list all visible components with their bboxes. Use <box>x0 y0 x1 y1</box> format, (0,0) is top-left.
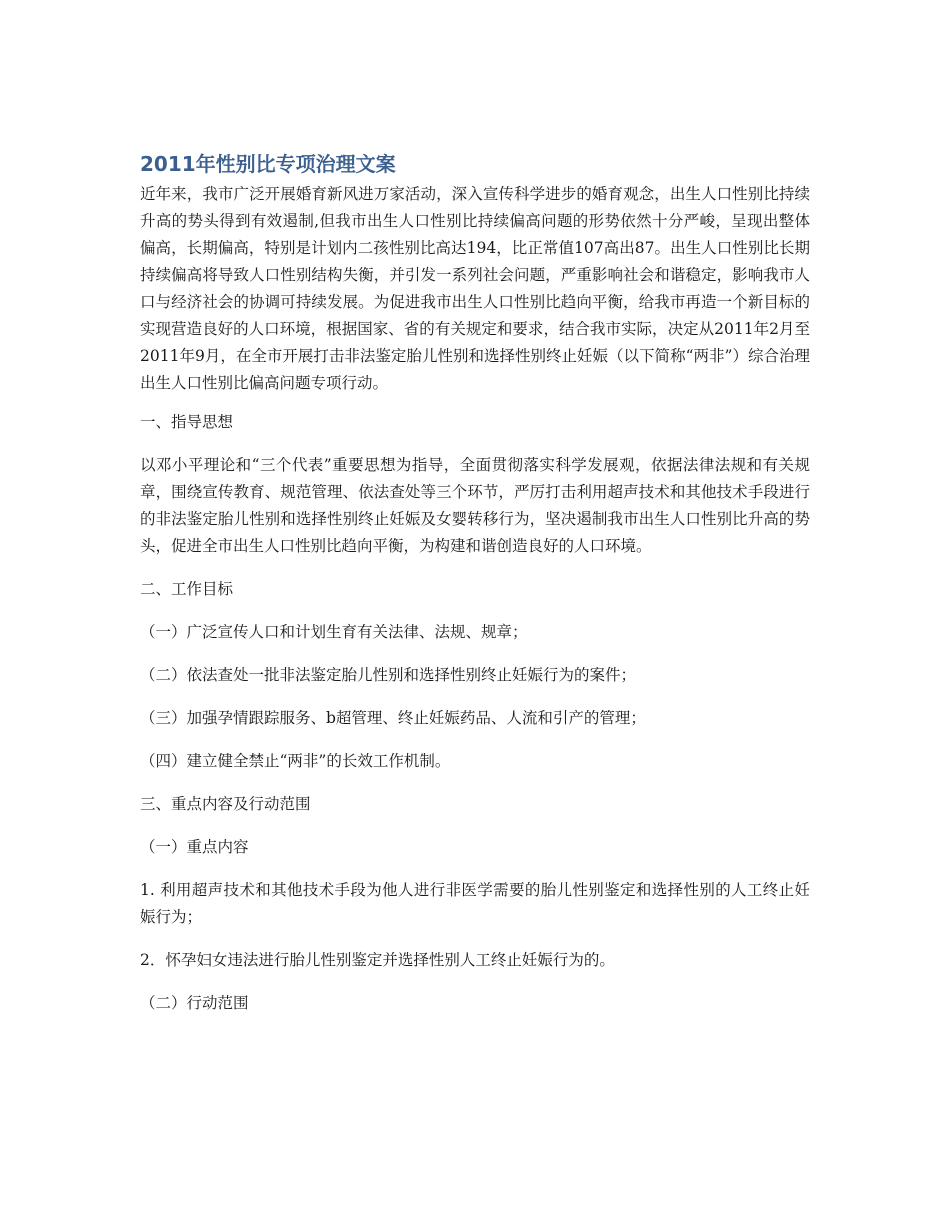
intro-paragraph: 近年来，我市广泛开展婚育新风进万家活动，深入宣传科学进步的婚育观念，出生人口性别比持续升高的势头得到有效遏制,但我市出生人口性别比持续偏高问题的形势依然十分严峻，呈现出整体偏高，长期偏高，特别是计划内二孩性别比高达194，比正常值107高出87。出生人口性别比长期持续偏高将导致人口性别结构失衡，并引发一系列社会问题，严重影响社会和谐稳定，影响我市人口与经济社会的协调可持续发展。为促进我市出生人口性别比趋向平衡，给我市再造一个新目标的实现营造良好的人口环境，根据国家、省的有关规定和要求，结合我市实际，决定从2011年2月至2011年9月，在全市开展打击非法鉴定胎儿性别和选择性别终止妊娠（以下简称“两非”）综合治理出生人口性别比偏高问题专项行动。 <box>140 185 810 392</box>
work-goal-item: （三）加强孕情跟踪服务、b超管理、终止妊娠药品、人流和引产的管理； <box>140 709 646 727</box>
document-title: 2011年性别比专项治理文案 <box>140 152 396 176</box>
subheading-action-scope: （二）行动范围 <box>140 994 249 1012</box>
key-content-point: 1. 利用超声技术和其他技术手段为他人进行非医学需要的胎儿性别鉴定和选择性别的人工终止妊娠行为； <box>140 881 810 926</box>
section-heading-work-goals: 二、工作目标 <box>140 580 234 598</box>
guiding-ideology-paragraph: 以邓小平理论和“三个代表”重要思想为指导，全面贯彻落实科学发展观，依据法律法规和有关规章，围绕宣传教育、规范管理、依法查处等三个环节，严厉打击利用超声技术和其他技术手段进行的非法鉴定胎儿性别和选择性别终止妊娠及女婴转移行为，坚决遏制我市出生人口性别比升高的势头，促进全市出生人口性别比趋向平衡，为构建和谐创造良好的人口环境。 <box>140 456 810 555</box>
section-heading-guiding-ideology: 一、指导思想 <box>140 413 234 431</box>
work-goal-item: （四）建立健全禁止“两非”的长效工作机制。 <box>140 752 451 770</box>
work-goal-item: （二）依法查处一批非法鉴定胎儿性别和选择性别终止妊娠行为的案件； <box>140 666 637 684</box>
document-page <box>140 150 810 1033</box>
section-heading-key-content: 三、重点内容及行动范围 <box>140 795 311 813</box>
subheading-key-content: （一）重点内容 <box>140 838 249 856</box>
key-content-point: 2．怀孕妇女违法进行胎儿性别鉴定并选择性别人工终止妊娠行为的。 <box>140 951 615 969</box>
work-goal-item: （一）广泛宣传人口和计划生育有关法律、法规、规章； <box>140 623 528 641</box>
